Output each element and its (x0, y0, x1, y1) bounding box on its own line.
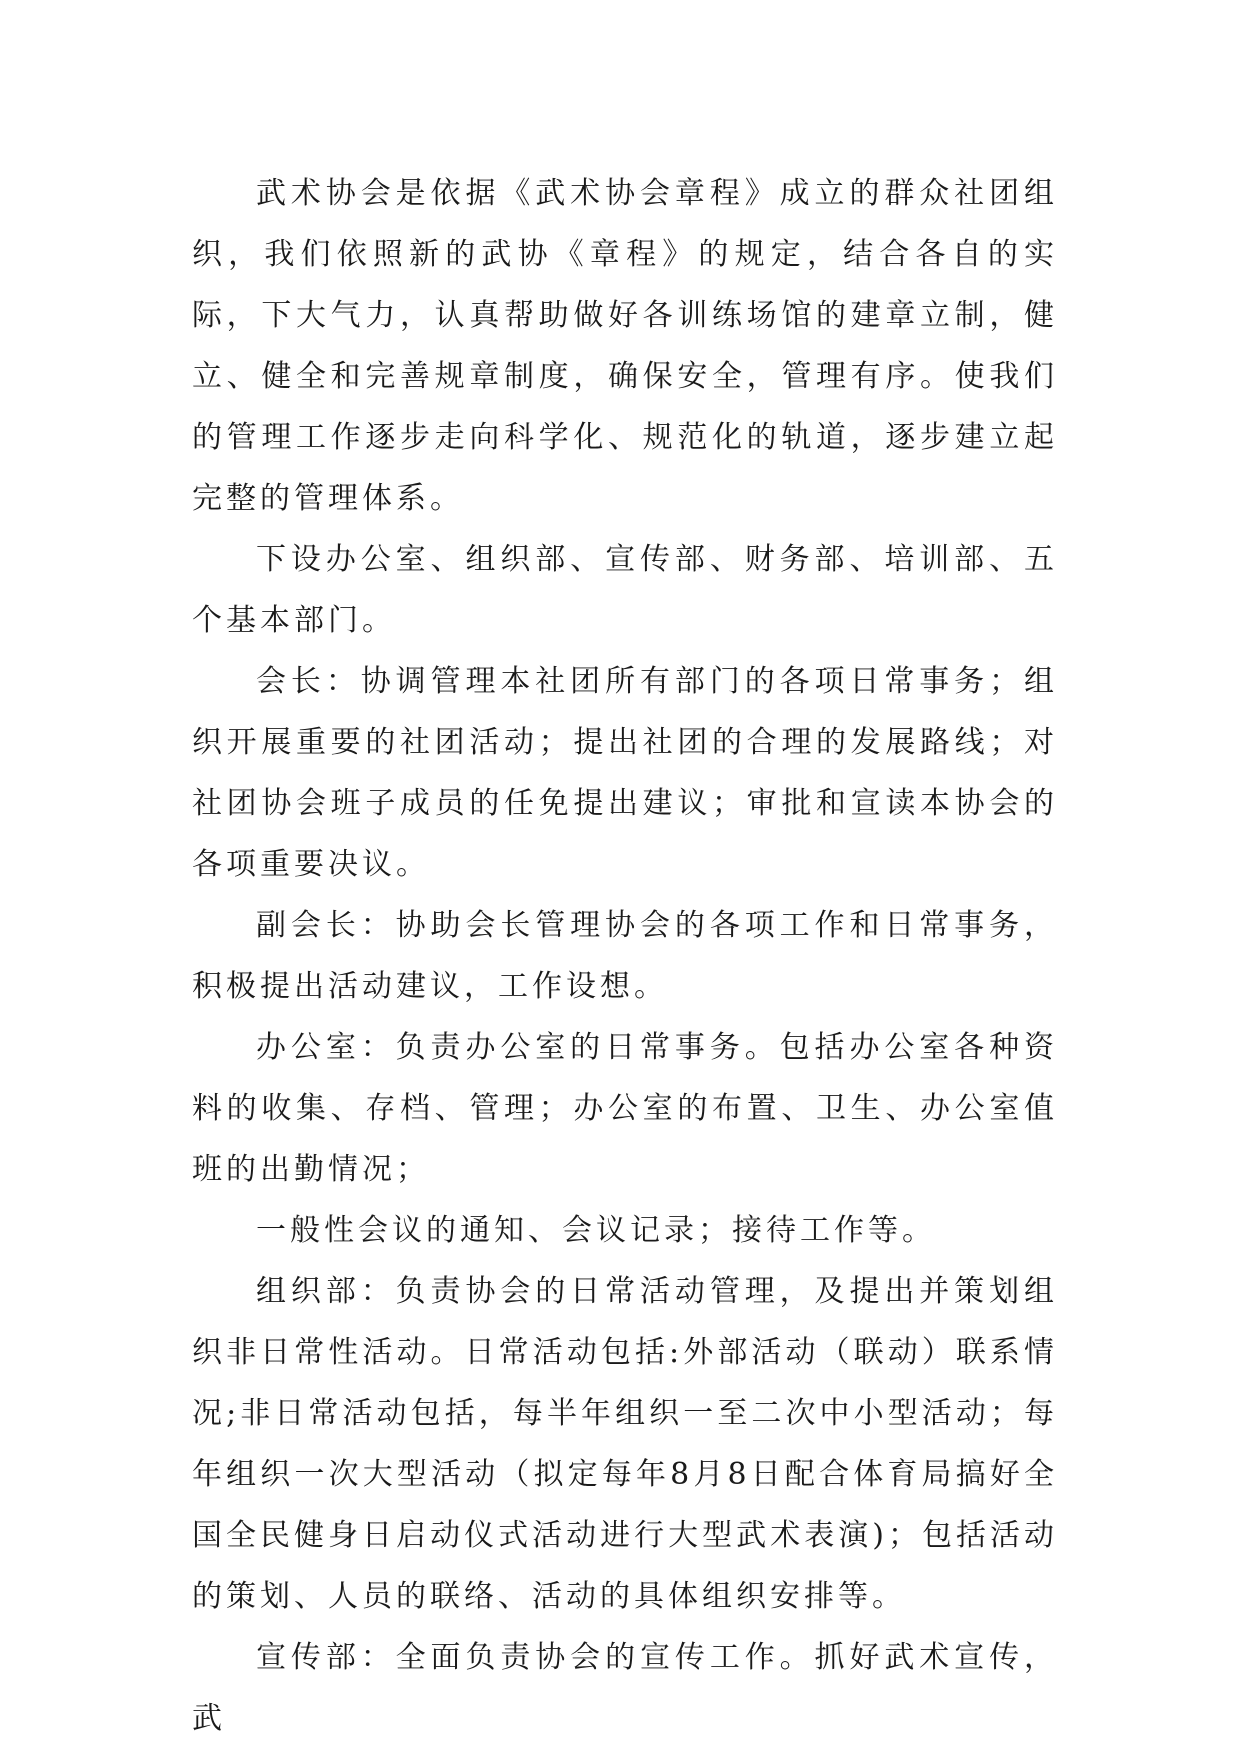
paragraph-vice-president: 副会长：协助会长管理协会的各项工作和日常事务，积极提出活动建议，工作设想。 (192, 908, 1058, 1004)
paragraph-organization-dept: 组织部：负责协会的日常活动管理，及提出并策划组织非日常性活动。日常活动包括:外部活动（联动）联系情况;非日常活动包括，每半年组织一至二次中小型活动；每年组织一次大型活动（拟定每年8月8日配合体育局搞好全国全民健身日启动仪式活动进行大型武术表演)；包括活动的策划、人员的联络、活动的具体组织安排等。 (192, 1274, 1058, 1614)
paragraph-publicity-dept: 宣传部：全面负责协会的宣传工作。抓好武术宣传，武 (192, 1640, 1058, 1736)
document-body (192, 163, 1058, 1749)
paragraph-intro: 武术协会是依据《武术协会章程》成立的群众社团组织，我们依照新的武协《章程》的规定，结合各自的实际，下大气力，认真帮助做好各训练场馆的建章立制，健立、健全和完善规章制度，确保安全，管理有序。使我们的管理工作逐步走向科学化、规范化的轨道，逐步建立起完整的管理体系。 (192, 176, 1058, 516)
paragraph-departments: 下设办公室、组织部、宣传部、财务部、培训部、五个基本部门。 (192, 542, 1058, 638)
paragraph-office: 办公室：负责办公室的日常事务。包括办公室各种资料的收集、存档、管理；办公室的布置、卫生、办公室值班的出勤情况； (192, 1030, 1058, 1187)
paragraph-president: 会长：协调管理本社团所有部门的各项日常事务；组织开展重要的社团活动；提出社团的合理的发展路线；对社团协会班子成员的任免提出建议；审批和宣读本协会的各项重要决议。 (192, 664, 1058, 882)
paragraph-office-meetings: 一般性会议的通知、会议记录；接待工作等。 (256, 1213, 936, 1248)
